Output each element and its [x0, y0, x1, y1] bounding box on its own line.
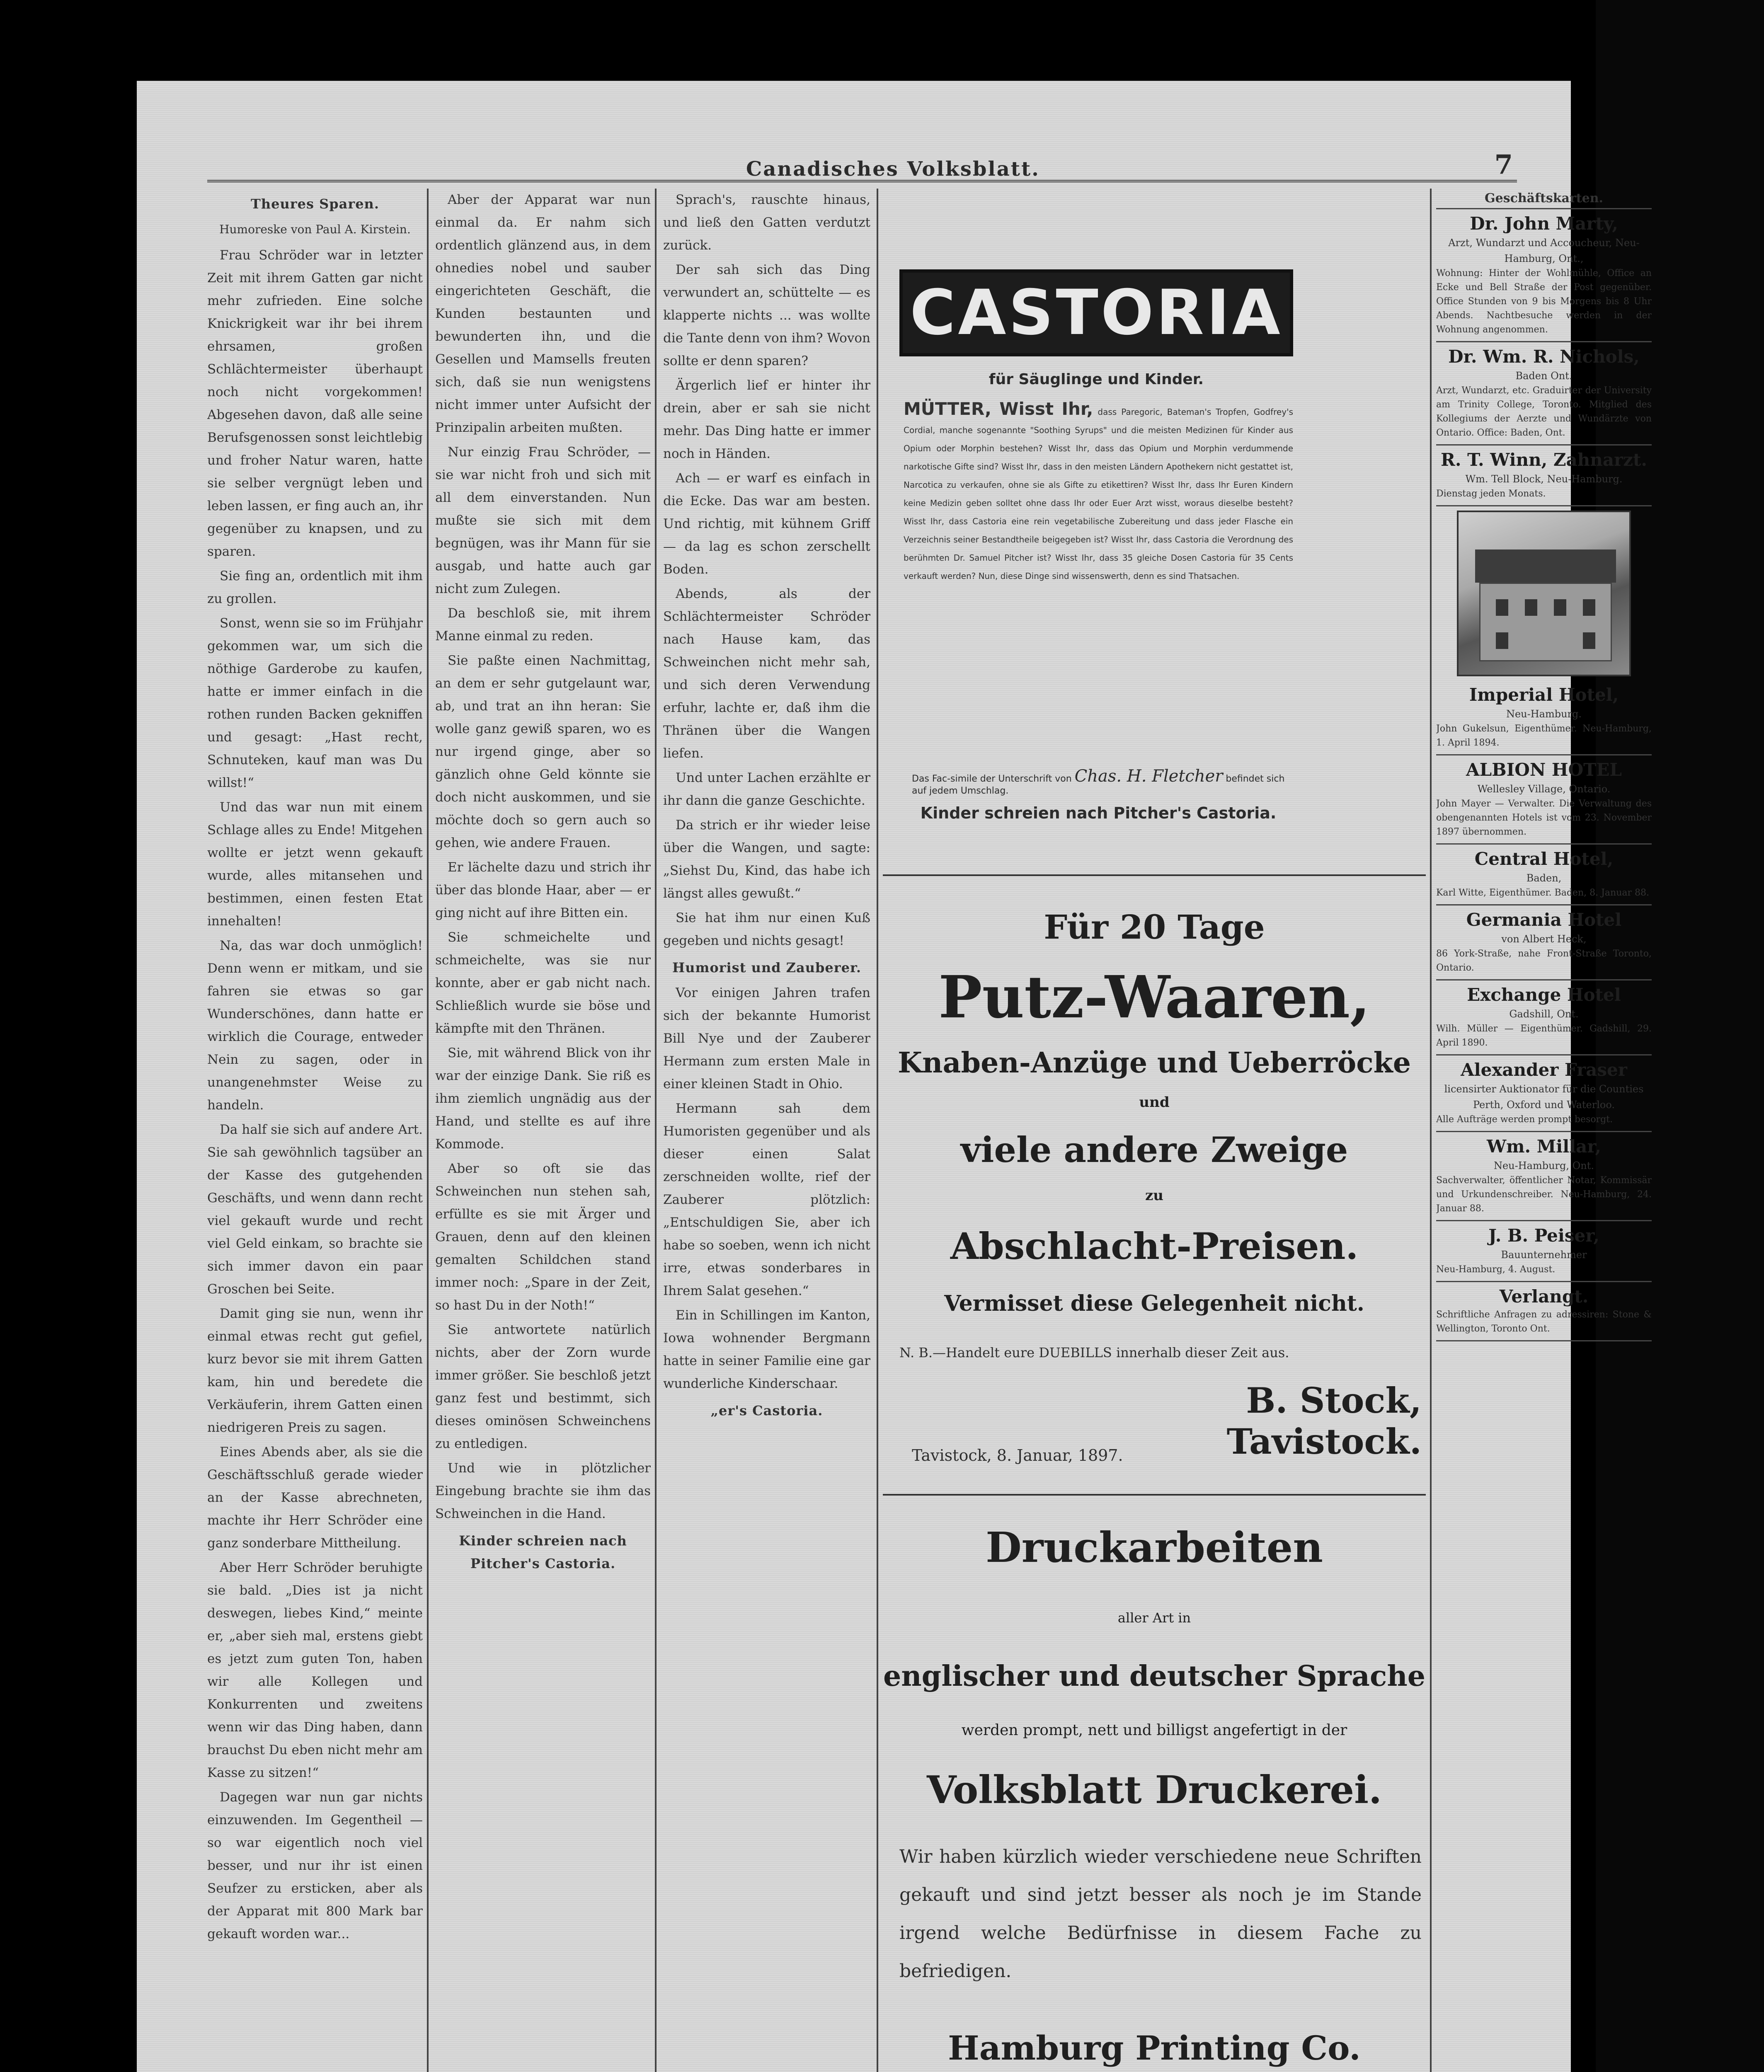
castoria-text: dass Paregoric, Bateman's Tropfen, Godfrey's Cordial, manche sogenannte "Soothing Syrups" und die meisten Medizinen für Kinder aus Opium oder Morphin bestehen? Wisst Ihr, dass das Opium und Morphin verdummende narkotische Gifte sind? Wisst Ihr, dass in den meisten Ländern Apothekern nicht gestattet ist, Narcotica zu verkaufen, ohne sie als Gifte zu etikettiren? Wisst Ihr, dass Ihr Euren Kindern keine Medizin geben solltet ohne dass Ihr oder Euer Arzt wisst, woraus dieselbe besteht? Wisst Ihr, dass Castoria eine rein vegetabilische Zubereitung und dass jeder Flasche ein Verzeichnis seiner Bestandtheile beigegeben ist? Wisst Ihr, dass Castoria die Verordnung des berühmten Dr. Samuel Pitcher ist? Wisst Ihr, dass 35 gleiche Dosen Castoria für 35 Cents verkauft werden? Nun, diese Dinge sind wissenswerth, denn es sind Thatsachen.	[904, 407, 1293, 581]
hotel-illustration	[1457, 511, 1631, 676]
business-cards	[1436, 191, 1652, 2072]
print-ad-body: Wir haben kürzlich wieder verschiedene neue Schriften gekauft und sind jetzt besser als noch je im Stande irgend welche Bedürfnisse in diesem Fache zu befriedigen.	[899, 1846, 1422, 1982]
stock-ad-signer: B. Stock, Tavistock.	[1226, 1380, 1422, 1462]
business-card: Verlangt. Schriftliche Anfragen zu adressiren: Stone & Wellington, Toronto Ont.	[1436, 1282, 1652, 1341]
business-card: Imperial Hotel, Neu-Hamburg. John Gukelsun, Eigenthümer. Neu-Hamburg, 1. April 1894.	[1436, 680, 1652, 755]
story-paragraph: Dagegen war nun gar nichts einzuwenden. Im Gegentheil — so war eigentlich noch viel besser, und nur ihr ist einen Seufzer zu ersticken, aber als der Apparat mit 800 Mark bar gekauft worden war...	[207, 1790, 423, 1941]
story-paragraph: Und unter Lachen erzählte er ihr dann die ganze Geschichte.	[663, 770, 870, 808]
stock-ad-line: und	[1139, 1094, 1170, 1111]
story-paragraph: Frau Schröder war in letzter Zeit mit ihrem Gatten gar nicht mehr zufrieden. Eine solche Knickrigkeit war ihr bei ihrem ehrsamen, großen Schlächtermeister überhaupt noch nicht vorgekommen! Abgesehen davon, daß alle seine Berufsgenossen sonst leichtlebig und froher Natur waren, hatte sie selber vergnügt leben und leben lassen, er fing auch an, ihr gegenüber zu knapsen, und zu sparen.	[207, 248, 423, 559]
story-paragraph: Hermann sah dem Humoristen gegenüber und als dieser einen Salat zerschneiden wollte, rief der Zauberer plötzlich: „Entschuldigen Sie, aber ich habe so soeben, wenn ich nicht irre, etwas sonderbares in Ihrem Salat gesehen.“	[663, 1101, 870, 1298]
story-paragraph: Er lächelte dazu und strich ihr über das blonde Haar, aber — er ging nicht auf ihre Bitten ein.	[435, 860, 651, 920]
castoria-slogan: Kinder schreien nach Pitcher's Castoria.	[920, 804, 1277, 822]
newspaper-page	[137, 81, 1652, 2072]
fletcher-signature: Chas. H. Fletcher	[1074, 767, 1223, 786]
story-heading: Humorist und Zauberer.	[672, 960, 862, 975]
business-card: J. B. Peiser, Bauunternehmer Neu-Hamburg, 4. August.	[1436, 1221, 1652, 1282]
story-paragraph: Ach — er warf es einfach in die Ecke. Das war am besten. Und richtig, mit kühnem Griff — da lag es schon zerschellt Boden.	[663, 471, 870, 577]
ad-divider	[883, 1494, 1426, 1496]
castoria-tagline: Kinder schreien nach Pitcher's Castoria.	[459, 1533, 627, 1571]
story-paragraph: Ein in Schillingen im Kanton, Iowa wohnender Bergmann hatte in seiner Familie eine gar wunderliche Kinderschaar.	[663, 1308, 870, 1391]
column-1	[207, 189, 423, 2072]
facsimile-note: befindet sich auf jedem Umschlag.	[912, 774, 1285, 796]
facsimile-label: Das Fac-simile der Unterschrift von	[912, 774, 1072, 784]
business-card: Alexander Fraser licensirter Auktionator für die Counties Perth, Oxford und Waterloo. Alle Aufträge werden prompt besorgt.	[1436, 1055, 1652, 1132]
story-paragraph: Da beschloß sie, mit ihrem Manne einmal zu reden.	[435, 606, 651, 644]
ad-divider	[883, 874, 1426, 876]
print-ad-signer: Hamburg Printing Co.	[948, 2028, 1361, 2067]
story-paragraph: Sonst, wenn sie so im Frühjahr gekommen war, um sich die nöthige Garderobe zu kaufen, hatte er immer einfach in die rothen runden Backen gekniffen und gesagt: „Hast recht, Schnuteken, kauf man was Du willst!“	[207, 616, 423, 790]
story-paragraph: Sie hat ihm nur einen Kuß gegeben und nichts gesagt!	[663, 910, 870, 948]
story-paragraph: Aber Herr Schröder beruhigte sie bald. „Dies ist ja nicht deswegen, liebes Kind,“ meinte er, „aber sieh mal, erstens giebt es jetzt zum guten Ton, haben wir alle Kollegen und Konkurrenten und zweitens wenn wir das Ding haben, dann brauchst Du eben nicht mehr am Kasse zu sitzen!“	[207, 1560, 423, 1780]
newspaper-title: Canadisches Volksblatt.	[746, 157, 1040, 181]
column-divider	[655, 189, 657, 2072]
stock-ad-line: Für 20 Tage	[1044, 908, 1265, 946]
story-paragraph: Eines Abends aber, als sie die Geschäftsschluß gerade wieder an der Kasse abrechneten, machte ihr Herr Schröder eine ganz sonderbare Mittheilung.	[207, 1445, 423, 1551]
story-paragraph: Aber der Apparat war nun einmal da. Er nahm sich ordentlich glänzend aus, in dem ohnedies nobel und sauber eingerichteten Geschäft, die Kunden bestaunten und bewunderten ihn, und die Gesellen und Mamsells freuten sich, daß sie nun wenigstens nicht immer unter Aufsicht der Prinzipalin arbeiten mußten.	[435, 192, 651, 435]
business-cards-heading: Geschäftskarten.	[1436, 191, 1652, 209]
column-divider	[877, 189, 878, 2072]
stock-ad-headline: Putz-Waaren,	[938, 963, 1370, 1031]
story-paragraph: Sprach's, rauschte hinaus, und ließ den Gatten verdutzt zurück.	[663, 192, 870, 253]
stock-ad-line: zu	[1145, 1187, 1164, 1204]
stock-ad-date: Tavistock, 8. Januar, 1897.	[912, 1446, 1123, 1464]
page-number: 7	[1494, 149, 1513, 180]
story-heading: Theures Sparen.	[251, 196, 379, 212]
business-card: R. T. Winn, Zahnarzt. Wm. Tell Block, Neu-Hamburg. Dienstag jeden Monats.	[1436, 445, 1652, 506]
business-card: ALBION HOTEL Wellesley Village, Ontario. John Mayer — Verwalter. Die Verwaltung des obengenannten Hotels ist vom 23. November 1897 übernommen.	[1436, 755, 1652, 845]
story-paragraph: Da half sie sich auf andere Art. Sie sah gewöhnlich tagsüber an der Kasse des gutgehenden Geschäfts, und wenn dann recht viel gekauft wurde und recht viel Geld einkam, so brachte sie sich immer davon ein paar Groschen bei Seite.	[207, 1122, 423, 1297]
print-ad-line: werden prompt, nett und billigst angefertigt in der	[961, 1722, 1347, 1739]
business-card: Exchange Hotel Gadshill, Ont. Wilh. Müller — Eigenthümer. Gadshill, 29. April 1890.	[1436, 980, 1652, 1055]
story-paragraph: Da strich er ihr wieder leise über die Wangen, und sagte: „Siehst Du, Kind, das habe ich längst alles gewußt.“	[663, 818, 870, 901]
business-card: Germania Hotel von Albert Heck, 86 York-Straße, nahe Front-Straße Toronto, Ontario.	[1436, 905, 1652, 980]
story-paragraph: Na, das war doch unmöglich! Denn wenn er mitkam, und sie fahren sie etwas so gar Wunderschönes, dann hatte er wirklich die Courage, entweder Nein zu sagen, oder in unangenehmster Weise zu handeln.	[207, 938, 423, 1113]
castoria-subtitle: für Säuglinge und Kinder.	[989, 371, 1204, 388]
story-paragraph: Sie schmeichelte und schmeichelte, was sie nur konnte, aber er gab nicht nach. Schließlich wurde sie böse und kämpfte mit den Thränen.	[435, 930, 651, 1036]
masthead	[207, 149, 1517, 182]
story-paragraph: Sie paßte einen Nachmittag, an dem er sehr gutgelaunt war, ab, und trat an ihn heran: Sie wolle ganz gewiß sparen, wo es nur irgend ginge, aber so gänzlich ohne Geld könnte sie doch nicht auskommen, und sie möchte doch so gern auch so gehen, wie andere Frauen.	[435, 653, 651, 850]
stock-ad-line: Abschlacht-Preisen.	[950, 1225, 1359, 1268]
story-paragraph: Und das war nun mit einem Schlage alles zu Ende! Mitgehen wollte er jetzt wenn gekauft wurde, alles mitansehen und bestimmen, einen festen Etat innehalten!	[207, 800, 423, 929]
column-divider	[427, 189, 429, 2072]
castoria-lead: MÜTTER, Wisst Ihr,	[904, 399, 1093, 419]
story-paragraph: Sie fing an, ordentlich mit ihm zu grollen.	[207, 569, 423, 606]
business-card: Dr. John Marty, Arzt, Wundarzt und Accoucheur, Neu-Hamburg, Ont., Wohnung: Hinter der Wohlmühle, Office an Ecke und Bell Straße der Post gegenüber. Office Stunden von 9 bis Morgens bis 8 Uhr Abends. Nachtbesuche werden in der Wohnung angenommen.	[1436, 209, 1652, 342]
castoria-facsimile	[912, 767, 1285, 796]
business-card: Dr. Wm. R. Nichols, Baden Ont. Arzt, Wundarzt, etc. Graduirter der University am Trinity College, Toronto. Mitglied des Kollegiums der Aerzte und Wundärzte von Ontario. Office: Baden, Ont.	[1436, 342, 1652, 445]
story-paragraph: Und wie in plötzlicher Eingebung brachte sie ihm das Schweinchen in die Hand.	[435, 1461, 651, 1521]
story-paragraph: Sie, mit während Blick von ihr war der einzige Dank. Sie riß es ihm ziemlich ungnädig aus der Hand, und stellte es auf ihre Kommode.	[435, 1046, 651, 1152]
story-paragraph: Sie antwortete natürlich nichts, aber der Zorn wurde immer größer. Sie beschloß jetzt ganz fest und bestimmt, sich dieses ominösen Schweinchens zu entledigen.	[435, 1322, 651, 1451]
stock-ad-line: Vermisset diese Gelegenheit nicht.	[944, 1291, 1364, 1316]
castoria-tagline: „er's Castoria.	[710, 1403, 823, 1418]
story-paragraph: Nur einzig Frau Schröder, — sie war nicht froh und sich mit all dem einverstanden. Nun mußte sie sich mit dem begnügen, was ihr Mann für sie ausgab, und hatte auch gar nicht zum Zulegen.	[435, 445, 651, 596]
story-paragraph: Abends, als der Schlächtermeister Schröder nach Hause kam, das Schweinchen nicht mehr sah, und sich deren Verwendung erfuhr, lachte er, daß ihm die Thränen über die Wangen liefen.	[663, 586, 870, 761]
story-paragraph: Vor einigen Jahren trafen sich der bekannte Humorist Bill Nye und der Zauberer Hermann zum ersten Male in einer kleinen Stadt in Ohio.	[663, 985, 870, 1092]
print-ad-line: englischer und deutscher Sprache	[883, 1660, 1426, 1693]
column-2	[435, 189, 651, 2072]
column-divider	[1430, 189, 1432, 2072]
castoria-body	[904, 400, 1293, 585]
story-byline: Humoreske von Paul A. Kirstein.	[219, 223, 411, 236]
castoria-logo: CASTORIA	[899, 269, 1293, 356]
story-paragraph: Der sah sich das Ding verwundert an, schüttelte — es klapperte nichts ... was wollte die Tante denn von ihm? Wovon sollte er denn sparen?	[663, 262, 870, 368]
story-paragraph: Aber so oft sie das Schweinchen nun stehen sah, erfüllte es sie mit Ärger und Grauen, denn auf den kleinen gemalten Schildchen stand immer noch: „Spare in der Zeit, so hast Du in der Noth!“	[435, 1161, 651, 1313]
story-paragraph: Damit ging sie nun, wenn ihr einmal etwas recht gut gefiel, kurz bevor sie mit ihrem Gatten kam, hin und beredete die Verkäuferin, ihrem Gatten einen niedrigeren Preis zu sagen.	[207, 1306, 423, 1435]
column-3	[663, 189, 870, 2072]
story-paragraph: Ärgerlich lief er hinter ihr drein, aber er sah sie nicht mehr. Das Ding hatte er immer noch in Händen.	[663, 378, 870, 461]
print-ad-line: Volksblatt Druckerei.	[926, 1767, 1382, 1812]
business-card: Wm. Millar, Neu-Hamburg, Ont. Sachverwalter, öffentlicher Notar, Kommissär und Urkundenschreiber. Neu-Hamburg, 24. Januar 88.	[1436, 1132, 1652, 1221]
print-ad-line: aller Art in	[1117, 1610, 1191, 1626]
stock-ad-line: Knaben-Anzüge und Ueberröcke	[897, 1046, 1411, 1080]
stock-ad-note: N. B.—Handelt eure DUEBILLS innerhalb dieser Zeit aus.	[899, 1345, 1289, 1360]
stock-ad-line: viele andere Zweige	[960, 1129, 1348, 1170]
business-card: Central Hotel, Baden, Karl Witte, Eigenthümer. Baden, 8. Januar 88.	[1436, 845, 1652, 905]
print-ad-title: Druckarbeiten	[986, 1523, 1323, 1572]
